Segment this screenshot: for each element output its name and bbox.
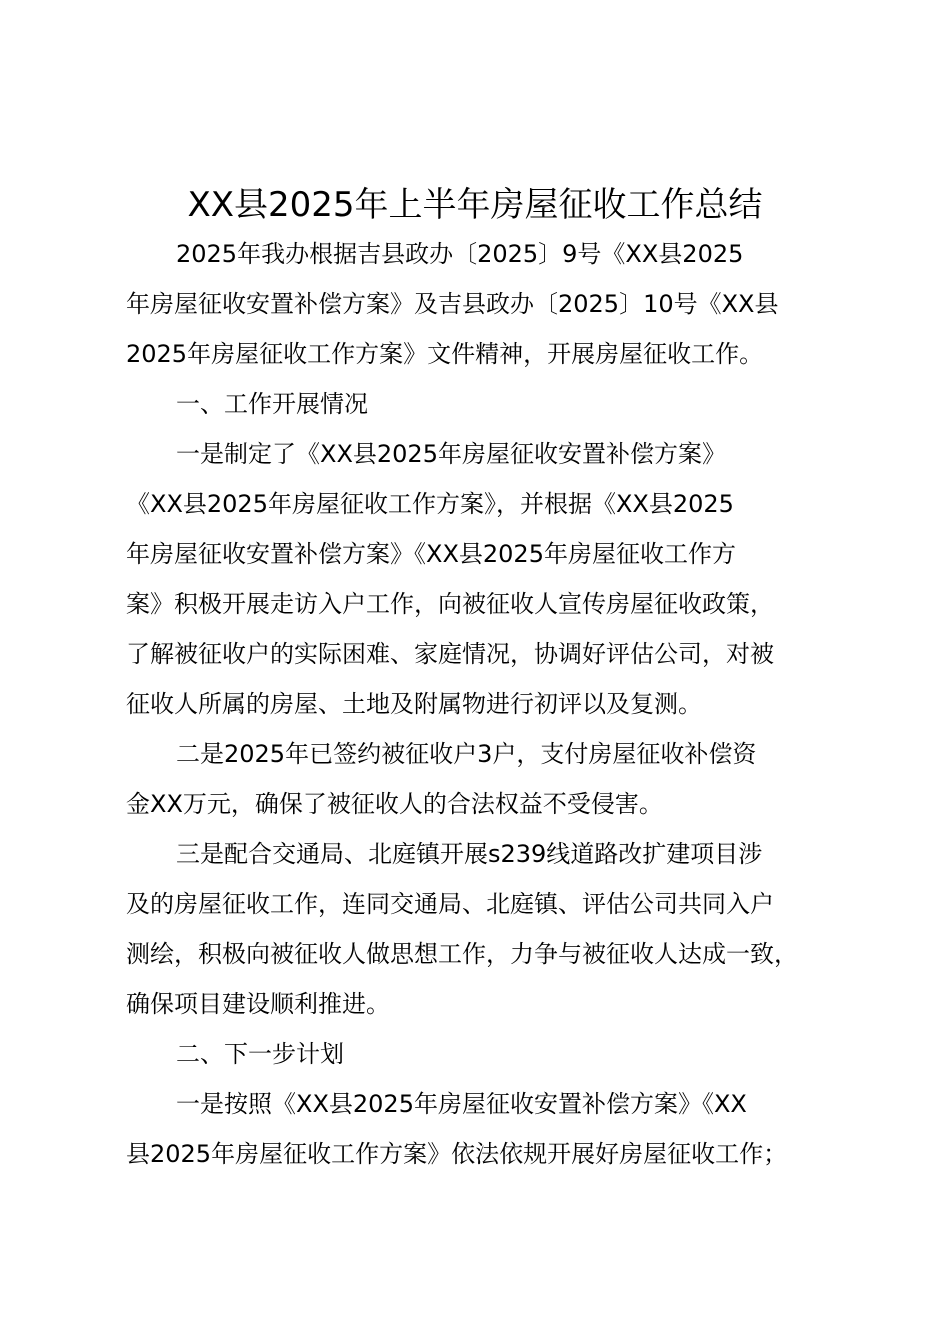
paragraph-4-line-4: 确保项目建设顺利推进。 bbox=[126, 990, 390, 1018]
paragraph-4-line-3: 测绘，积极向被征收人做思想工作，力争与被征收人达成一致， bbox=[126, 940, 798, 968]
section-heading-next-steps: 二、下一步计划 bbox=[176, 1040, 344, 1068]
paragraph-5-line-2: 县2025年房屋征收工作方案》依法依规开展好房屋征收工作； bbox=[126, 1140, 788, 1168]
paragraph-5-line-1: 一是按照《XX县2025年房屋征收安置补偿方案》《XX bbox=[176, 1090, 747, 1118]
paragraph-3-line-1: 二是2025年已签约被征收户3户，支付房屋征收补偿资 bbox=[176, 740, 757, 768]
paragraph-2-line-1: 一是制定了《XX县2025年房屋征收安置补偿方案》 bbox=[176, 440, 726, 468]
paragraph-2-line-5: 了解被征收户的实际困难、家庭情况，协调好评估公司，对被 bbox=[126, 640, 774, 668]
paragraph-2-line-6: 征收人所属的房屋、土地及附属物进行初评以及复测。 bbox=[126, 690, 702, 718]
paragraph-1-line-2: 年房屋征收安置补偿方案》及吉县政办〔2025〕10号《XX县 bbox=[126, 290, 779, 318]
section-heading-work-progress: 一、工作开展情况 bbox=[176, 390, 368, 418]
paragraph-3-line-2: 金XX万元，确保了被征收人的合法权益不受侵害。 bbox=[126, 790, 663, 818]
paragraph-4-line-2: 及的房屋征收工作，连同交通局、北庭镇、评估公司共同入户 bbox=[126, 890, 774, 918]
paragraph-1-line-1: 2025年我办根据吉县政办〔2025〕9号《XX县2025 bbox=[176, 240, 744, 268]
paragraph-1-line-3: 2025年房屋征收工作方案》文件精神，开展房屋征收工作。 bbox=[126, 340, 764, 368]
document-title: XX县2025年上半年房屋征收工作总结 bbox=[187, 185, 763, 225]
paragraph-2-line-2: 《XX县2025年房屋征收工作方案》，并根据《XX县2025 bbox=[126, 490, 734, 518]
paragraph-2-line-4: 案》积极开展走访入户工作，向被征收人宣传房屋征收政策， bbox=[126, 590, 774, 618]
paragraph-2-line-3: 年房屋征收安置补偿方案》《XX县2025年房屋征收工作方 bbox=[126, 540, 736, 568]
paragraph-4-line-1: 三是配合交通局、北庭镇开展s239线道路改扩建项目涉 bbox=[176, 840, 763, 868]
